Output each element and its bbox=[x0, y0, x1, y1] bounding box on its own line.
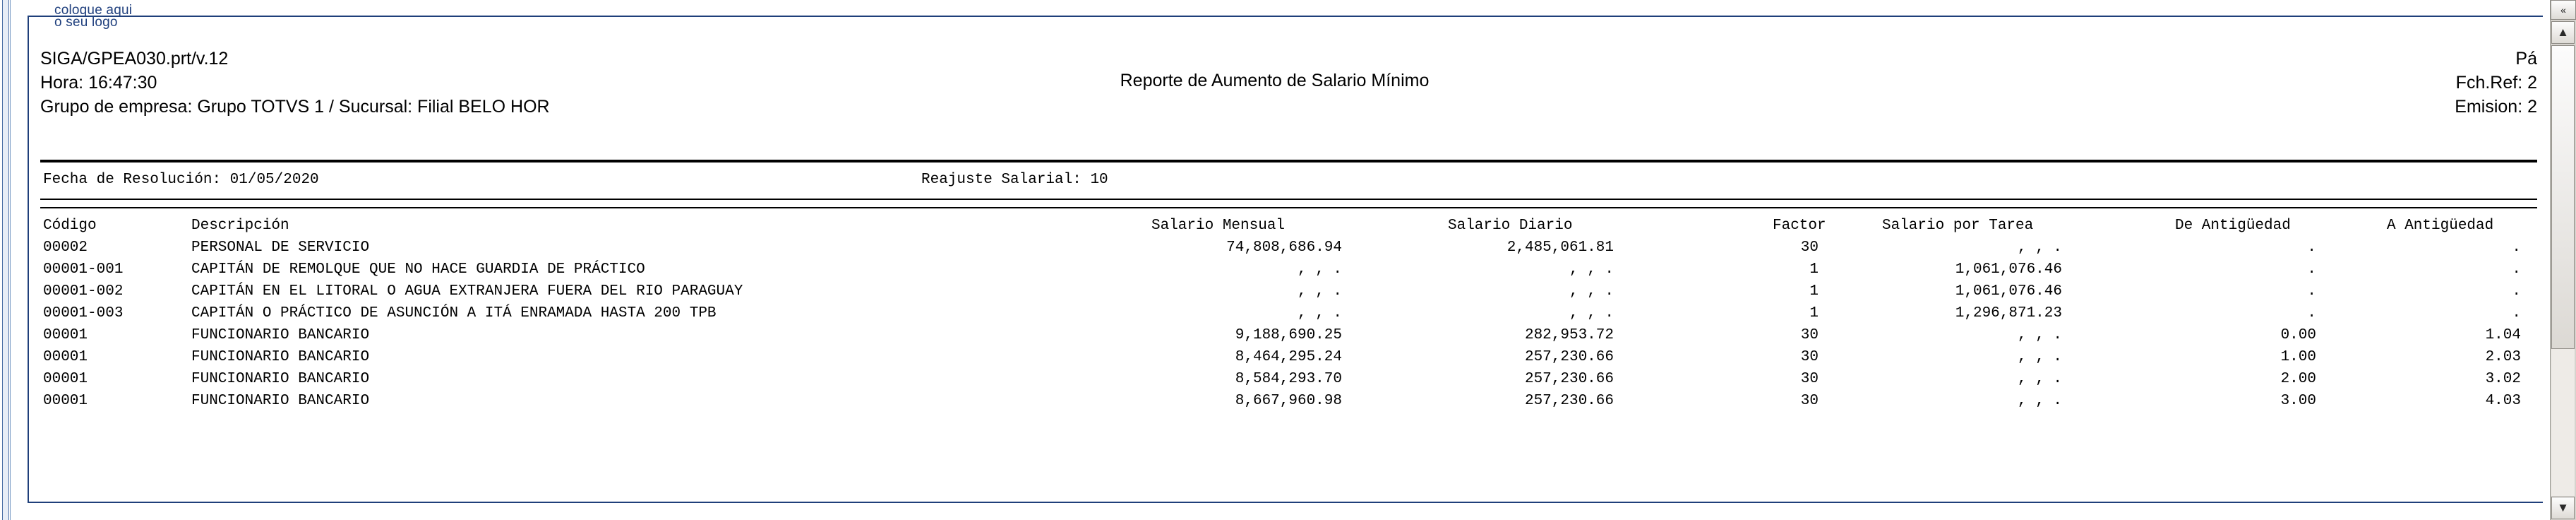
cell-from-seniority: . bbox=[2307, 261, 2316, 278]
cell-task-salary: , , . bbox=[2017, 327, 2062, 343]
cell-factor: 30 bbox=[1800, 349, 1819, 365]
cell-factor: 30 bbox=[1800, 240, 1819, 256]
column-header-to-seniority: A Antigüedad bbox=[2387, 218, 2494, 234]
cell-daily-salary: 282,953.72 bbox=[1524, 327, 1614, 343]
cell-code: 00001 bbox=[43, 393, 88, 409]
cell-description: FUNCIONARIO BANCARIO bbox=[191, 327, 370, 343]
vertical-scrollbar[interactable] bbox=[2550, 0, 2576, 520]
cell-factor: 30 bbox=[1800, 371, 1819, 387]
cell-monthly-salary: , , . bbox=[1297, 305, 1342, 321]
cell-daily-salary: , , . bbox=[1569, 305, 1614, 321]
cell-daily-salary: 257,230.66 bbox=[1524, 393, 1614, 409]
cell-to-seniority: 4.03 bbox=[2485, 393, 2521, 409]
cell-code: 00001-002 bbox=[43, 283, 124, 300]
scrollbar-track[interactable] bbox=[2551, 349, 2575, 496]
page-left-border bbox=[28, 16, 29, 503]
logo-line-1: coloque aqui bbox=[54, 3, 133, 18]
cell-code: 00001 bbox=[43, 371, 88, 387]
cell-factor: 30 bbox=[1800, 327, 1819, 343]
band-top-rule bbox=[40, 160, 2537, 162]
logo-line-2: o seu logo bbox=[54, 15, 118, 30]
table-row bbox=[43, 283, 2537, 305]
page-top-border bbox=[28, 16, 2543, 17]
column-header-monthly-salary: Salario Mensual bbox=[1151, 218, 1286, 234]
resolution-date: Fecha de Resolución: 01/05/2020 bbox=[43, 172, 319, 188]
report-page bbox=[11, 0, 2550, 520]
cell-from-seniority: 1.00 bbox=[2280, 349, 2316, 365]
cell-task-salary: , , . bbox=[2017, 393, 2062, 409]
cell-to-seniority: . bbox=[2512, 283, 2521, 300]
column-header-factor: Factor bbox=[1773, 218, 1826, 234]
collapse-panel-icon[interactable]: « bbox=[2551, 0, 2576, 20]
scrollbar-thumb[interactable] bbox=[2551, 45, 2575, 349]
page-title: Reporte de Aumento de Salario Mínimo bbox=[1120, 71, 1430, 90]
resolution-band bbox=[43, 172, 2537, 191]
cell-factor: 1 bbox=[1809, 305, 1819, 321]
cell-from-seniority: 0.00 bbox=[2280, 327, 2316, 343]
cell-daily-salary: 2,485,061.81 bbox=[1506, 240, 1614, 256]
report-header-right bbox=[2455, 47, 2537, 119]
cell-description: FUNCIONARIO BANCARIO bbox=[191, 393, 370, 409]
table-row bbox=[43, 240, 2537, 261]
cell-code: 00001 bbox=[43, 327, 88, 343]
cell-code: 00002 bbox=[43, 240, 88, 256]
header-time: Hora: 16:47:30 bbox=[40, 73, 157, 93]
column-header-from-seniority: De Antigüedad bbox=[2175, 218, 2291, 234]
cell-factor: 1 bbox=[1809, 283, 1819, 300]
cell-description: CAPITÁN O PRÁCTICO DE ASUNCIÓN A ITÁ ENRAMADA HASTA 200 TPB bbox=[191, 305, 717, 321]
page-number-label: Pá bbox=[2515, 49, 2537, 69]
table-row bbox=[43, 305, 2537, 327]
cell-to-seniority: 1.04 bbox=[2485, 327, 2521, 343]
table-row bbox=[43, 371, 2537, 393]
emission-date-label: Emision: 2 bbox=[2455, 97, 2537, 117]
window-left-border-inner bbox=[2, 0, 9, 520]
table-top-rule bbox=[40, 207, 2537, 208]
salary-readjustment: Reajuste Salarial: 10 bbox=[921, 172, 1108, 188]
salary-table bbox=[43, 218, 2537, 415]
scroll-down-arrow-icon[interactable]: ▼ bbox=[2551, 497, 2575, 519]
cell-monthly-salary: 74,808,686.94 bbox=[1226, 240, 1342, 256]
cell-monthly-salary: , , . bbox=[1297, 261, 1342, 278]
report-header bbox=[40, 47, 2537, 131]
column-header-daily-salary: Salario Diario bbox=[1448, 218, 1573, 234]
cell-to-seniority: 3.02 bbox=[2485, 371, 2521, 387]
band-bottom-rule bbox=[40, 199, 2537, 200]
cell-task-salary: 1,296,871.23 bbox=[1955, 305, 2062, 321]
cell-to-seniority: . bbox=[2512, 261, 2521, 278]
table-row bbox=[43, 393, 2537, 415]
header-company: Grupo de empresa: Grupo TOTVS 1 / Sucursal: Filial BELO HOR bbox=[40, 97, 550, 117]
table-body bbox=[43, 240, 2537, 415]
cell-factor: 1 bbox=[1809, 261, 1819, 278]
scroll-up-arrow-icon[interactable]: ▲ bbox=[2551, 21, 2575, 44]
program-name: SIGA/GPEA030.prt/v.12 bbox=[40, 49, 229, 69]
cell-to-seniority: . bbox=[2512, 240, 2521, 256]
cell-task-salary: 1,061,076.46 bbox=[1955, 283, 2062, 300]
cell-monthly-salary: 8,667,960.98 bbox=[1235, 393, 1342, 409]
cell-monthly-salary: 9,188,690.25 bbox=[1235, 327, 1342, 343]
cell-daily-salary: , , . bbox=[1569, 283, 1614, 300]
cell-description: CAPITÁN EN EL LITORAL O AGUA EXTRANJERA FUERA DEL RIO PARAGUAY bbox=[191, 283, 743, 300]
cell-description: FUNCIONARIO BANCARIO bbox=[191, 349, 370, 365]
table-row bbox=[43, 349, 2537, 371]
cell-to-seniority: 2.03 bbox=[2485, 349, 2521, 365]
cell-from-seniority: . bbox=[2307, 305, 2316, 321]
cell-description: FUNCIONARIO BANCARIO bbox=[191, 371, 370, 387]
table-header-row bbox=[43, 218, 2537, 240]
table-row bbox=[43, 261, 2537, 283]
column-header-task-salary: Salario por Tarea bbox=[1882, 218, 2034, 234]
column-header-description: Descripción bbox=[191, 218, 289, 234]
cell-daily-salary: , , . bbox=[1569, 261, 1614, 278]
cell-code: 00001-003 bbox=[43, 305, 124, 321]
window-left-border bbox=[0, 0, 11, 520]
cell-from-seniority: 2.00 bbox=[2280, 371, 2316, 387]
cell-from-seniority: 3.00 bbox=[2280, 393, 2316, 409]
cell-from-seniority: . bbox=[2307, 283, 2316, 300]
cell-monthly-salary: 8,584,293.70 bbox=[1235, 371, 1342, 387]
column-header-code: Código bbox=[43, 218, 97, 234]
reference-date-label: Fch.Ref: 2 bbox=[2455, 73, 2537, 93]
table-row bbox=[43, 327, 2537, 349]
cell-code: 00001-001 bbox=[43, 261, 124, 278]
cell-task-salary: , , . bbox=[2017, 371, 2062, 387]
cell-description: PERSONAL DE SERVICIO bbox=[191, 240, 370, 256]
cell-description: CAPITÁN DE REMOLQUE QUE NO HACE GUARDIA DE PRÁCTICO bbox=[191, 261, 645, 278]
logo-placeholder bbox=[54, 4, 181, 28]
cell-code: 00001 bbox=[43, 349, 88, 365]
cell-monthly-salary: , , . bbox=[1297, 283, 1342, 300]
cell-task-salary: , , . bbox=[2017, 349, 2062, 365]
cell-daily-salary: 257,230.66 bbox=[1524, 371, 1614, 387]
cell-task-salary: 1,061,076.46 bbox=[1955, 261, 2062, 278]
cell-from-seniority: . bbox=[2307, 240, 2316, 256]
page-bottom-border bbox=[28, 502, 2543, 503]
cell-daily-salary: 257,230.66 bbox=[1524, 349, 1614, 365]
cell-to-seniority: . bbox=[2512, 305, 2521, 321]
cell-task-salary: , , . bbox=[2017, 240, 2062, 256]
cell-monthly-salary: 8,464,295.24 bbox=[1235, 349, 1342, 365]
cell-factor: 30 bbox=[1800, 393, 1819, 409]
report-title-row bbox=[40, 71, 2537, 91]
